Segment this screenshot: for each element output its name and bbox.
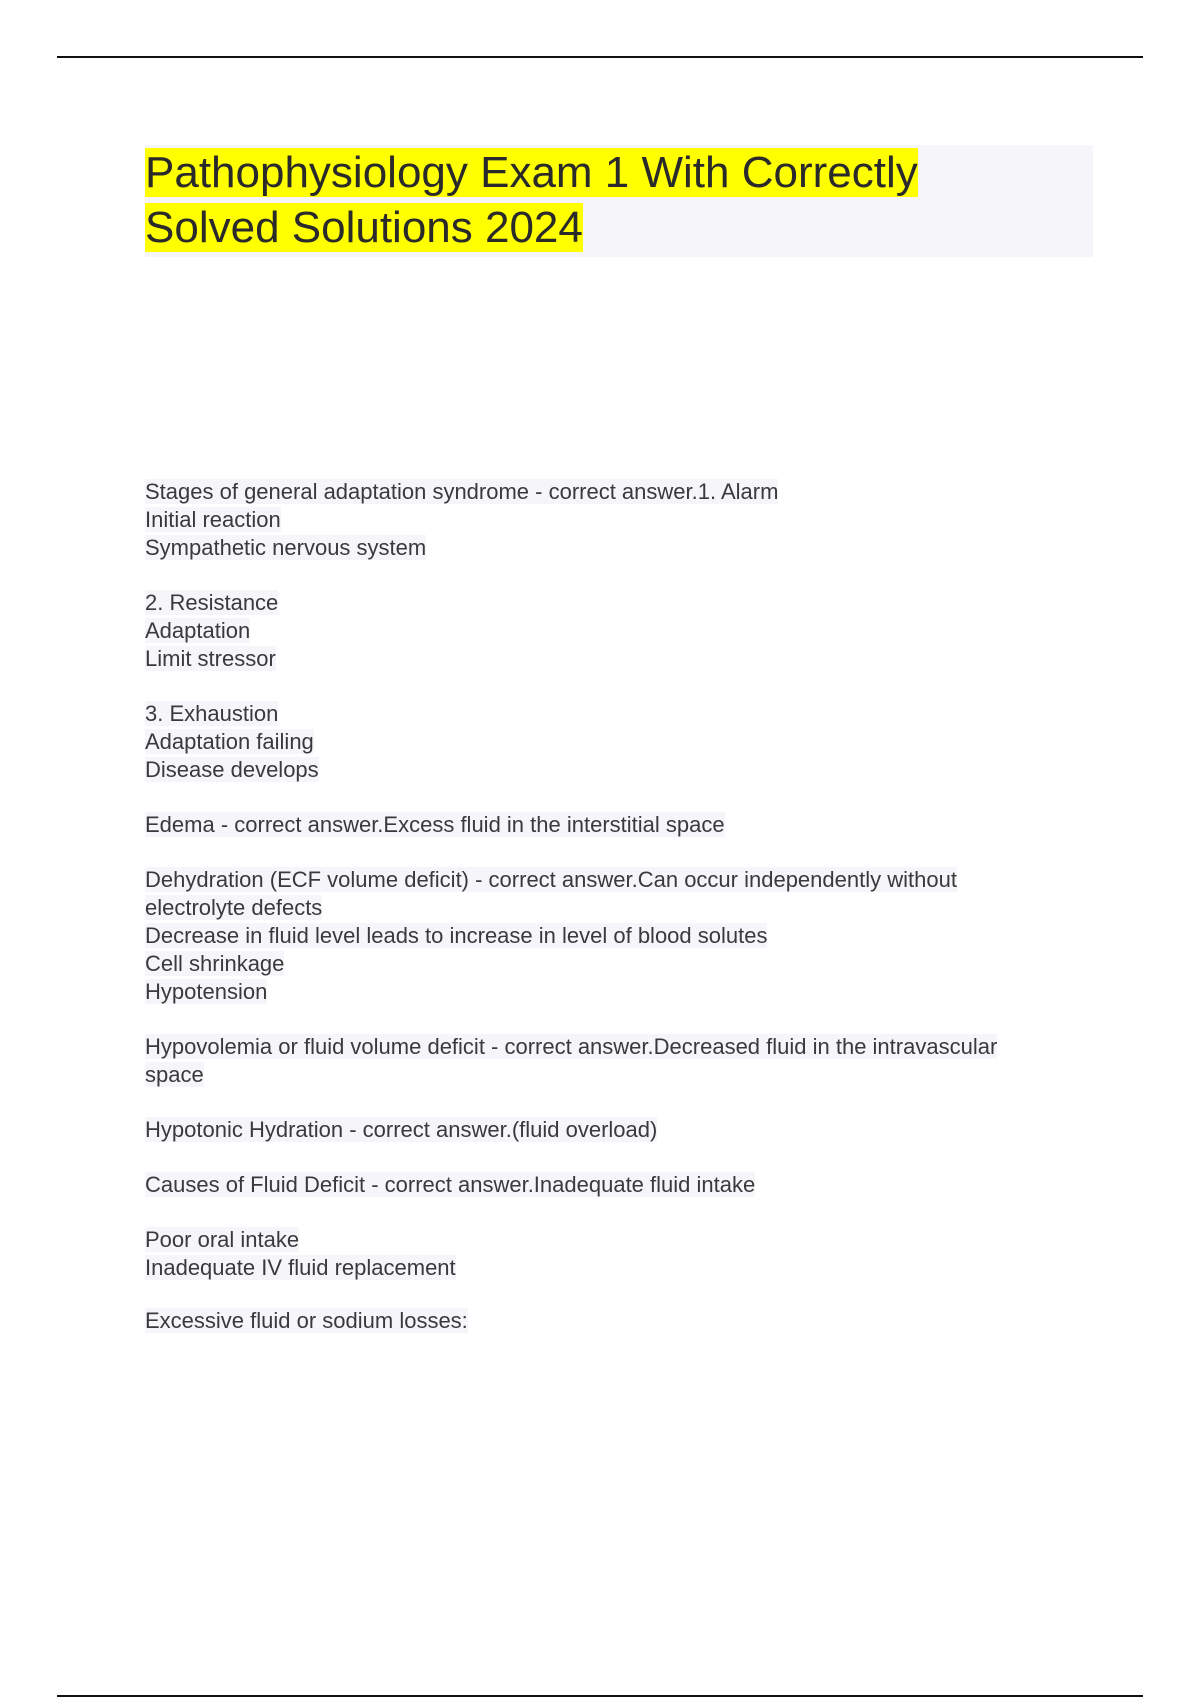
text-line: Disease develops bbox=[145, 757, 319, 782]
text-line: Hypotension bbox=[145, 979, 268, 1004]
bottom-rule bbox=[57, 1695, 1143, 1697]
text-line: Poor oral intake bbox=[145, 1227, 300, 1252]
text-line: 3. Exhaustion bbox=[145, 701, 279, 726]
text-line: Initial reaction bbox=[145, 507, 281, 532]
text-line: electrolyte defects bbox=[145, 895, 323, 920]
text-line: Sympathetic nervous system bbox=[145, 535, 427, 560]
title-line-1: Pathophysiology Exam 1 With Correctly bbox=[145, 148, 918, 197]
text-line: Inadequate IV fluid replacement bbox=[145, 1255, 456, 1280]
text-line: Cell shrinkage bbox=[145, 951, 285, 976]
text-line: Adaptation bbox=[145, 618, 251, 643]
text-line: Limit stressor bbox=[145, 646, 276, 671]
text-line: Stages of general adaptation syndrome - correct answer.1. Alarm bbox=[145, 479, 779, 504]
text-line: space bbox=[145, 1062, 204, 1087]
text-line: Adaptation failing bbox=[145, 729, 314, 754]
text-line: 2. Resistance bbox=[145, 590, 279, 615]
text-line: Causes of Fluid Deficit - correct answer.Inadequate fluid intake bbox=[145, 1172, 756, 1197]
title-line-2: Solved Solutions 2024 bbox=[145, 203, 583, 252]
top-rule bbox=[57, 56, 1143, 58]
text-line: Decrease in fluid level leads to increase in level of blood solutes bbox=[145, 923, 768, 948]
document-title bbox=[145, 145, 918, 255]
text-line: Dehydration (ECF volume deficit) - correct answer.Can occur independently without bbox=[145, 867, 957, 892]
text-line: Hypotonic Hydration - correct answer.(fluid overload) bbox=[145, 1117, 658, 1142]
text-line: Excessive fluid or sodium losses: bbox=[145, 1308, 468, 1333]
document-body bbox=[145, 478, 1105, 1335]
text-line: Hypovolemia or fluid volume deficit - correct answer.Decreased fluid in the intravascular bbox=[145, 1034, 998, 1059]
text-line: Edema - correct answer.Excess fluid in the interstitial space bbox=[145, 812, 725, 837]
